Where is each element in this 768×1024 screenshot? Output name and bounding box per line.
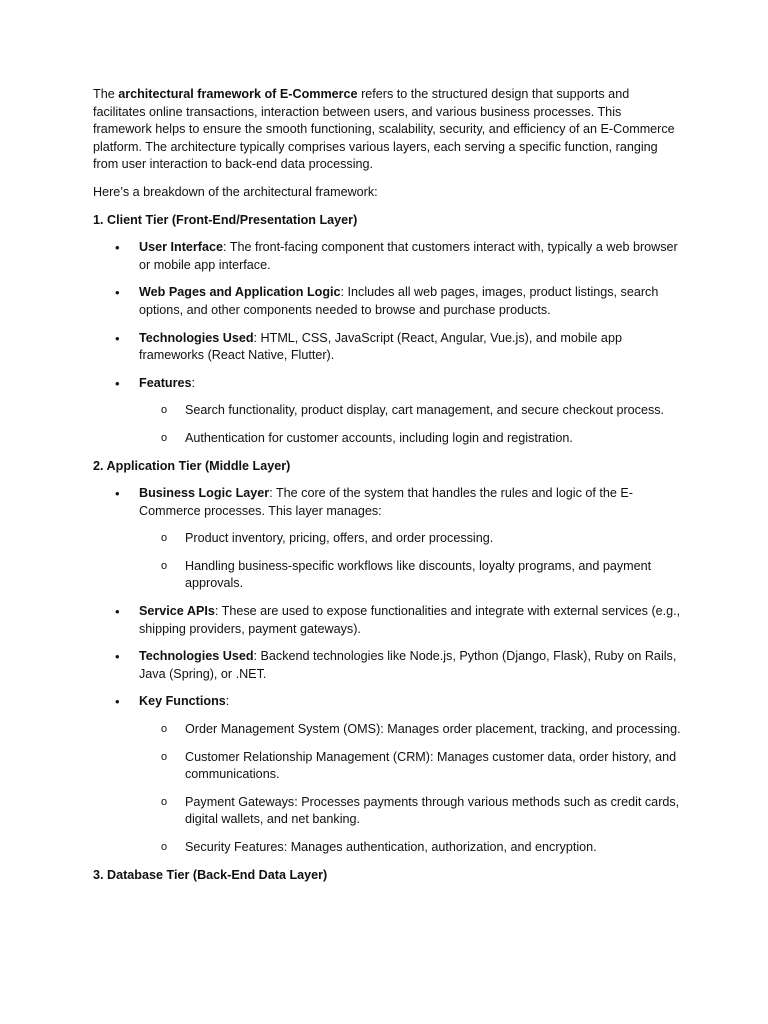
item-term: Web Pages and Application Logic: [139, 285, 341, 300]
list-item: [93, 693, 683, 856]
bullet-icon: •: [115, 694, 120, 710]
intro-paragraph: [93, 86, 683, 174]
list-item: [93, 603, 683, 638]
sub-list-item: [139, 839, 683, 857]
sub-item-text: Product inventory, pricing, offers, and order processing.: [185, 531, 494, 546]
item-term: Technologies Used: [139, 649, 254, 664]
document-page: [93, 86, 683, 894]
sub-list-item: [139, 794, 683, 829]
bullet-icon: •: [115, 375, 120, 391]
sub-item-text: Search functionality, product display, cart management, and secure checkout process.: [185, 403, 665, 418]
list-item: [93, 485, 683, 593]
sub-item-text: Handling business-specific workflows like discounts, loyalty programs, and payment approvals.: [185, 558, 652, 591]
sub-list-item: [139, 430, 683, 448]
bullet-icon: •: [115, 285, 120, 301]
section-heading: 2. Application Tier (Middle Layer): [93, 458, 291, 473]
lead-paragraph: Here’s a breakdown of the architectural framework:: [93, 184, 378, 199]
bullet-icon: •: [115, 486, 120, 502]
sub-item-text: Security Features: Manages authentication, authorization, and encryption.: [185, 840, 597, 854]
sub-bullet-list: [139, 530, 683, 593]
circle-bullet-icon: o: [161, 431, 168, 444]
intro-rest: refers to the structured design that supports and facilitates online transactions, interaction between users, and various business processes. This framework helps to ensure the smooth functioning, scalability, security, and efficiency of an E-Commerce platform. The architecture typically comprises various layers, each serving a specific function, ranging from user interaction to back-end data processing.: [93, 87, 675, 172]
bullet-list: [93, 239, 683, 447]
item-term: User Interface: [139, 240, 223, 255]
list-item: [93, 648, 683, 683]
bullet-list: [93, 485, 683, 857]
section-heading: 3. Database Tier (Back-End Data Layer): [93, 867, 328, 882]
item-term: Features: [139, 375, 192, 390]
item-term: Business Logic Layer: [139, 486, 270, 501]
bullet-icon: •: [115, 649, 120, 665]
bullet-icon: •: [115, 604, 120, 620]
item-term: Technologies Used: [139, 330, 254, 345]
sub-list-item: [139, 530, 683, 548]
sub-list-item: [139, 402, 683, 420]
circle-bullet-icon: o: [161, 795, 168, 808]
item-text: : HTML, CSS, JavaScript (React, Angular, Vue.js), and mobile app frameworks (React Native, Flutter).: [139, 330, 622, 363]
circle-bullet-icon: o: [161, 404, 168, 417]
sub-item-text: Order Management System (OMS): Manages order placement, tracking, and processing.: [185, 722, 681, 737]
sub-list-item: [139, 749, 683, 784]
list-item: [93, 284, 683, 319]
sections-container: [93, 212, 683, 885]
section-heading: 1. Client Tier (Front-End/Presentation Layer): [93, 212, 358, 227]
list-item: [93, 330, 683, 365]
bullet-icon: •: [115, 240, 120, 256]
sub-bullet-list: [139, 402, 683, 447]
item-text: : The front-facing component that customers interact with, typically a web browser or mobile app interface.: [139, 240, 678, 272]
circle-bullet-icon: o: [161, 841, 168, 853]
item-text: : Backend technologies like Node.js, Python (Django, Flask), Ruby on Rails, Java (Spring), or .NET.: [139, 649, 677, 681]
item-text: : The core of the system that handles the rules and logic of the E-Commerce processes. This layer manages:: [139, 486, 633, 518]
sub-list-item: [139, 721, 683, 739]
circle-bullet-icon: o: [161, 750, 168, 763]
circle-bullet-icon: o: [161, 559, 168, 572]
list-item: [93, 375, 683, 448]
sub-item-text: Customer Relationship Management (CRM): Manages customer data, order history, and communications.: [185, 749, 677, 782]
circle-bullet-icon: o: [161, 532, 168, 545]
sub-item-text: Payment Gateways: Processes payments through various methods such as credit cards, digital wallets, and net banking.: [185, 794, 680, 827]
item-text: :: [191, 375, 195, 390]
item-term: Service APIs: [139, 604, 215, 619]
item-term: Key Functions: [139, 694, 226, 709]
list-item: [93, 239, 683, 274]
item-text: : These are used to expose functionalities and integrate with external services (e.g., shipping providers, payment gateways).: [139, 604, 681, 636]
intro-bold-term: architectural framework of E-Commerce: [118, 87, 358, 101]
sub-bullet-list: [139, 721, 683, 857]
item-text: :: [225, 694, 230, 709]
item-text: : Includes all web pages, images, product listings, search options, and other components needed to browse and purchase products.: [139, 285, 659, 317]
circle-bullet-icon: o: [161, 723, 168, 736]
sub-item-text: Authentication for customer accounts, including login and registration.: [185, 430, 573, 445]
bullet-icon: •: [115, 330, 120, 346]
intro-prefix: The: [93, 87, 119, 101]
sub-list-item: [139, 558, 683, 593]
